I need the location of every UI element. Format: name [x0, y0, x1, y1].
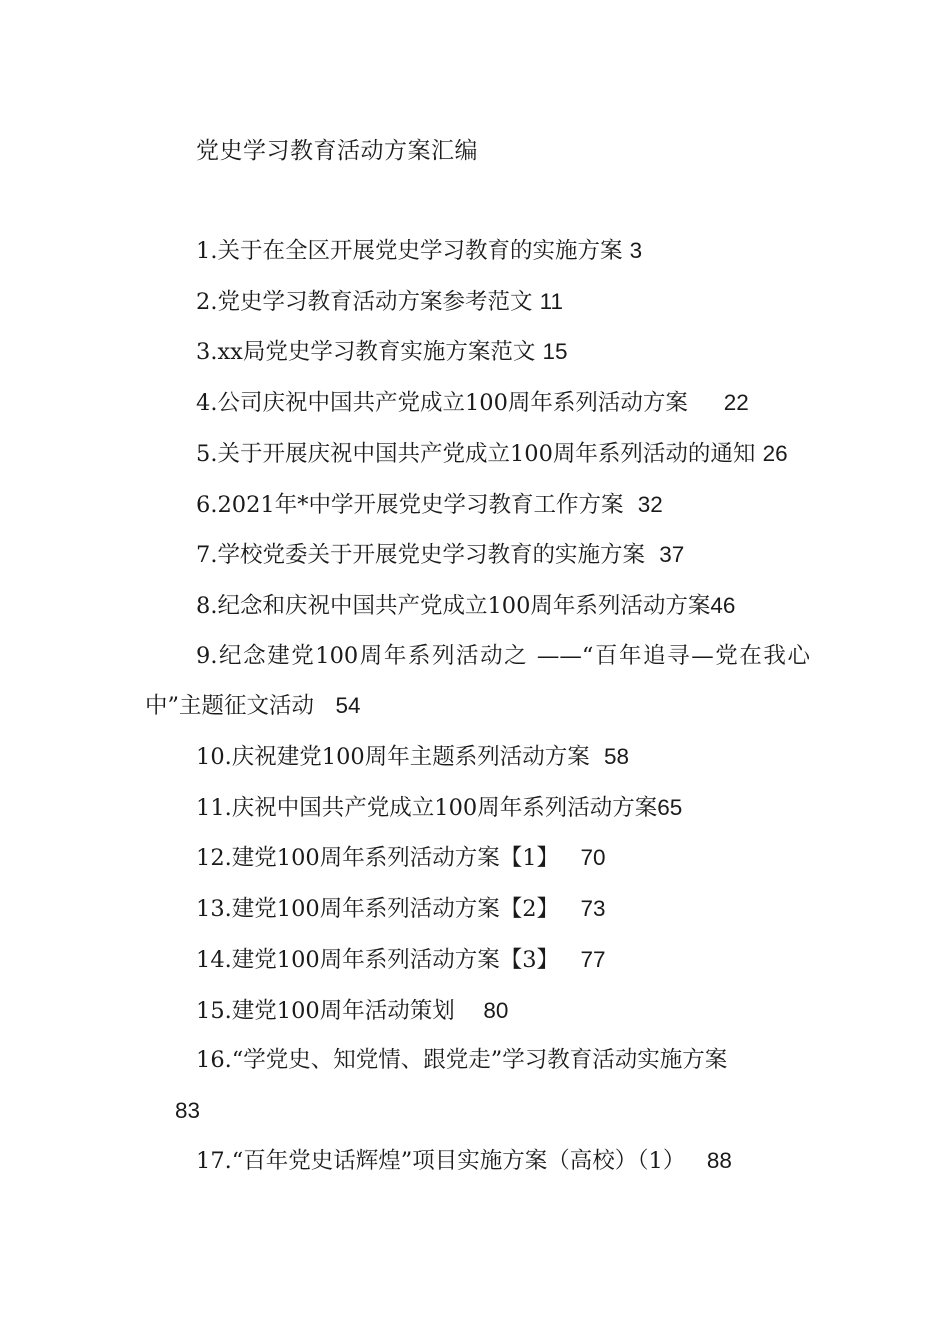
toc-entry[interactable] [145, 327, 810, 378]
toc-entry[interactable] [145, 1136, 810, 1187]
toc-entry[interactable] [145, 732, 810, 783]
toc-entry[interactable] [145, 783, 810, 834]
toc-entry[interactable] [145, 986, 810, 1037]
toc-page-number: 83 [175, 1097, 201, 1123]
toc-entry[interactable] [145, 530, 810, 581]
toc-entry-text: 17.“百年党史话辉煌”项目实施方案（高校）（1） [196, 1147, 707, 1174]
toc-entry-text: 12.建党100周年系列活动方案【1】 [196, 845, 581, 872]
toc-entry-text: 10.庆祝建党100周年主题系列活动方案 [196, 744, 605, 771]
toc-entry[interactable] [145, 935, 810, 986]
toc-page-number: 26 [762, 440, 788, 466]
toc-page-number: 65 [657, 794, 683, 820]
toc-page-number: 88 [706, 1147, 732, 1173]
toc-entry[interactable] [145, 226, 810, 277]
toc-page-number: 15 [542, 339, 568, 365]
toc-entry[interactable] [145, 1036, 810, 1135]
toc-entry[interactable] [145, 429, 810, 480]
toc-entry-text: 4.公司庆祝中国共产党成立100周年系列活动方案 [196, 390, 724, 417]
toc-entry-text: 5.关于开展庆祝中国共产党成立100周年系列活动的通知 [196, 440, 763, 467]
toc-entry-text: 13.建党100周年系列活动方案【2】 [196, 896, 581, 923]
toc-entry-text: 14.建党100周年系列活动方案【3】 [196, 946, 581, 973]
document-title: 党史学习教育活动方案汇编 [196, 138, 478, 164]
toc-page-number: 11 [539, 288, 563, 314]
toc-page-number: 22 [723, 390, 749, 416]
toc-entry[interactable] [145, 480, 810, 531]
toc-entry[interactable] [145, 277, 810, 328]
toc-page-number: 3 [629, 238, 643, 263]
toc-page-number: 58 [604, 744, 630, 770]
toc-page-number: 70 [580, 845, 606, 871]
toc-page-number: 32 [637, 491, 663, 517]
toc-entry[interactable] [145, 884, 810, 935]
toc-entry-text: 15.建党100周年活动策划 [196, 997, 484, 1024]
toc-entry-text: 16.“学党史、知党情、跟党走”学习教育活动实施方案 [196, 1047, 728, 1074]
toc-entry-text: 2.党史学习教育活动方案参考范文 [196, 288, 540, 315]
toc-entry[interactable] [145, 378, 810, 429]
toc-entry-text: 6.2021年*中学开展党史学习教育工作方案 [196, 491, 638, 518]
toc-entry-text: 3.xx局党史学习教育实施方案范文 [196, 339, 543, 366]
toc-entry[interactable] [145, 632, 810, 732]
toc-entry-text: 11.庆祝中国共产党成立100周年系列活动方案 [196, 794, 658, 821]
toc-entry[interactable] [145, 833, 810, 884]
toc-page-number: 80 [483, 997, 509, 1023]
toc-page-number: 46 [710, 592, 736, 618]
toc-entry-text: 9.纪念建党100周年系列活动之 ——“百年追寻—党在我心中”主题征文活动 [145, 642, 810, 720]
toc-entry-text: 1.关于在全区开展党史学习教育的实施方案 [196, 238, 630, 264]
toc-entry-text: 7.学校党委关于开展党史学习教育的实施方案 [196, 542, 660, 569]
toc-page-number: 54 [335, 693, 361, 719]
table-of-contents [145, 226, 810, 1186]
toc-entry[interactable] [145, 581, 810, 632]
toc-entry-text: 8.纪念和庆祝中国共产党成立100周年系列活动方案 [196, 592, 711, 619]
toc-page-number: 73 [580, 896, 606, 922]
toc-page-number: 77 [580, 946, 606, 972]
toc-page-number: 37 [659, 542, 685, 568]
